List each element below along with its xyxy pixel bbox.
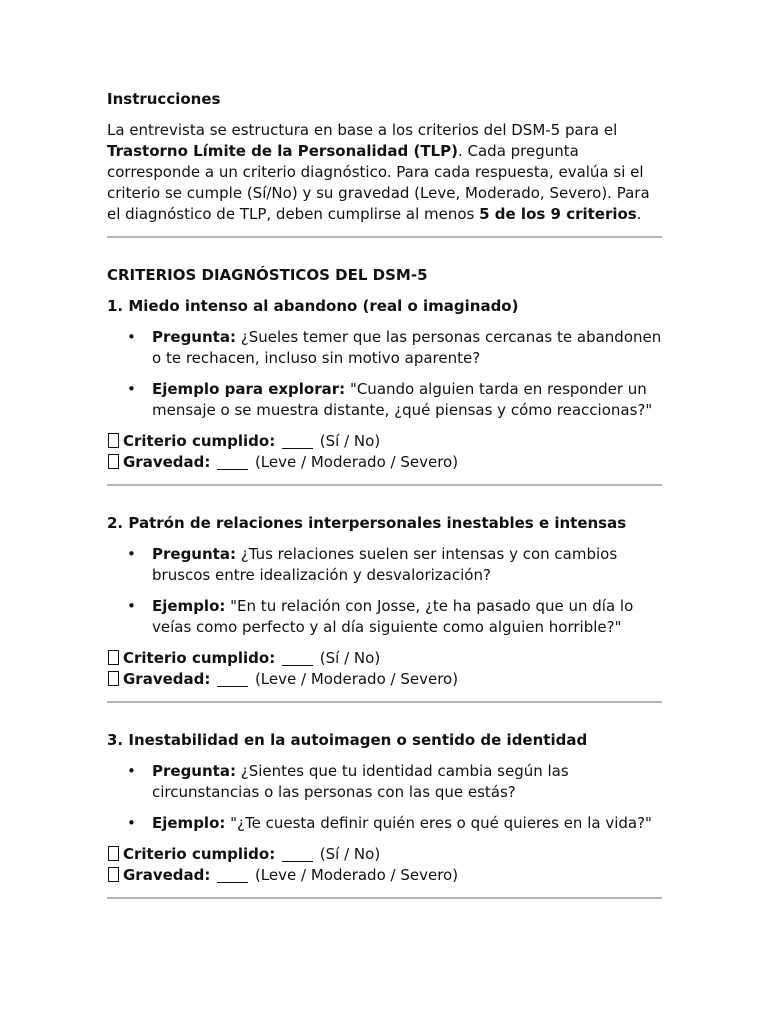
divider	[107, 701, 662, 703]
list-item	[107, 813, 662, 834]
checkbox-icon[interactable]	[108, 671, 119, 686]
gravedad-label: Gravedad:	[123, 670, 211, 688]
gravedad-line	[107, 865, 662, 886]
gravedad-line	[107, 452, 662, 473]
checkbox-icon[interactable]	[108, 867, 119, 882]
divider	[107, 484, 662, 486]
example-text: "En tu relación con Josse, ¿te ha pasado que un día lo veías como perfecto y al día siguiente como alguien horrible?"	[152, 597, 634, 636]
example-label: Ejemplo:	[152, 814, 226, 832]
criterion-questions	[107, 327, 662, 421]
criterion-questions	[107, 761, 662, 834]
answer-blank[interactable]	[282, 847, 313, 862]
instructions-paragraph	[107, 120, 662, 225]
question-text: ¿Sientes que tu identidad cambia según las circunstancias o las personas con las que estás?	[152, 762, 569, 801]
criterion-3	[107, 730, 662, 899]
list-item	[107, 327, 662, 369]
bullet-icon: •	[127, 328, 136, 346]
gravedad-options: (Leve / Moderado / Severo)	[254, 453, 459, 471]
answer-blank[interactable]	[217, 455, 248, 470]
example-text: "Cuando alguien tarda en responder un mensaje o se muestra distante, ¿qué piensas y cómo reaccionas?"	[152, 380, 653, 419]
criterion-title: 2. Patrón de relaciones interpersonales inestables e intensas	[107, 514, 627, 532]
gravedad-line	[107, 669, 662, 690]
list-item	[107, 544, 662, 586]
answer-blank[interactable]	[217, 868, 248, 883]
example-label: Ejemplo para explorar:	[152, 380, 346, 398]
checkbox-icon[interactable]	[108, 650, 119, 665]
answer-blank[interactable]	[282, 434, 313, 449]
instructions-text-3: .	[636, 205, 642, 223]
section-title: CRITERIOS DIAGNÓSTICOS DEL DSM-5	[107, 266, 428, 284]
criterio-label: Criterio cumplido:	[123, 649, 276, 667]
checkbox-icon[interactable]	[108, 433, 119, 448]
instructions-heading: Instrucciones	[107, 90, 221, 108]
criterio-cumplido-line	[107, 844, 662, 865]
example-text: "¿Te cuesta definir quién eres o qué quieres en la vida?"	[230, 814, 652, 832]
criterio-options: (Sí / No)	[319, 649, 381, 667]
criterion-title: 1. Miedo intenso al abandono (real o imaginado)	[107, 297, 519, 315]
bullet-icon: •	[127, 545, 136, 563]
list-item	[107, 379, 662, 421]
checkbox-icon[interactable]	[108, 454, 119, 469]
instructions-bold-tlp: Trastorno Límite de la Personalidad (TLP)	[107, 142, 458, 160]
answer-blank[interactable]	[217, 672, 248, 687]
gravedad-options: (Leve / Moderado / Severo)	[254, 670, 459, 688]
question-text: ¿Tus relaciones suelen ser intensas y con cambios bruscos entre idealización y desvalorización?	[152, 545, 618, 584]
bullet-icon: •	[127, 597, 136, 615]
question-text: ¿Sueles temer que las personas cercanas te abandonen o te rechacen, incluso sin motivo aparente?	[152, 328, 662, 367]
instructions-bold-criteria: 5 de los 9 criterios	[479, 205, 637, 223]
question-label: Pregunta:	[152, 328, 236, 346]
criterio-options: (Sí / No)	[319, 845, 381, 863]
list-item	[107, 761, 662, 803]
question-label: Pregunta:	[152, 762, 236, 780]
document-page	[107, 89, 662, 899]
gravedad-label: Gravedad:	[123, 866, 211, 884]
criterio-cumplido-line	[107, 431, 662, 452]
divider	[107, 897, 662, 899]
gravedad-options: (Leve / Moderado / Severo)	[254, 866, 459, 884]
bullet-icon: •	[127, 762, 136, 780]
criterion-2	[107, 513, 662, 703]
checkbox-icon[interactable]	[108, 846, 119, 861]
criterion-1	[107, 296, 662, 486]
gravedad-label: Gravedad:	[123, 453, 211, 471]
list-item	[107, 596, 662, 638]
answer-blank[interactable]	[282, 651, 313, 666]
instructions-text-1: La entrevista se estructura en base a los criterios del DSM-5 para el	[107, 121, 618, 139]
divider	[107, 236, 662, 238]
criterion-questions	[107, 544, 662, 638]
criterio-cumplido-line	[107, 648, 662, 669]
example-label: Ejemplo:	[152, 597, 226, 615]
criterio-label: Criterio cumplido:	[123, 432, 276, 450]
criterio-options: (Sí / No)	[319, 432, 381, 450]
bullet-icon: •	[127, 814, 136, 832]
criterio-label: Criterio cumplido:	[123, 845, 276, 863]
bullet-icon: •	[127, 380, 136, 398]
criterion-title: 3. Inestabilidad en la autoimagen o sentido de identidad	[107, 731, 588, 749]
question-label: Pregunta:	[152, 545, 236, 563]
instructions-text-2: . Cada pregunta corresponde a un criterio diagnóstico. Para cada respuesta, evalúa si el criterio se cumple (Sí/No) y su gravedad (Leve, Moderado, Severo). Para el diagnóstico de TLP, deben cumplirse al menos	[107, 142, 650, 223]
